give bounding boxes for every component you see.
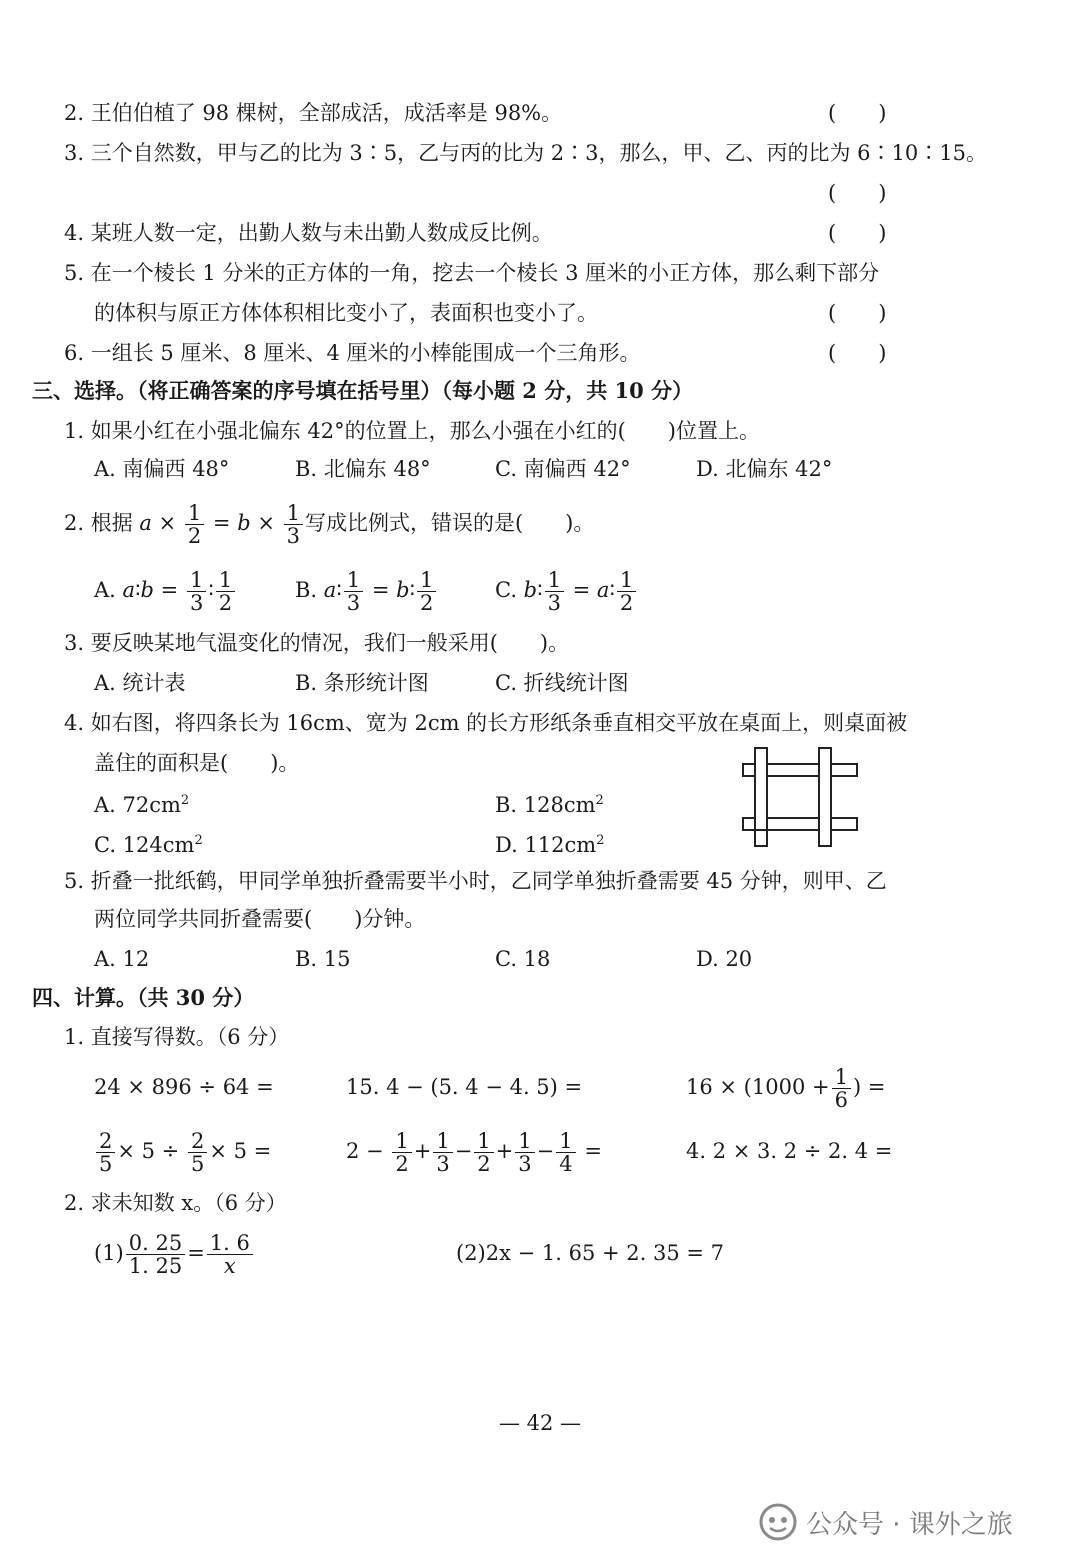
section-heading-calc: 四、计算。（共 30 分）	[32, 985, 255, 1010]
watermark	[758, 1502, 1013, 1542]
choice-q1-option-d[interactable]: D. 北偏东 42°	[696, 457, 833, 481]
answer-bracket[interactable]: ( )	[828, 181, 887, 205]
judge-item-5-line1: 5. 在一个棱长 1 分米的正方体的一角，挖去一个棱长 3 厘米的小正方体，那么剩下部分	[64, 261, 880, 285]
math-expression: a ×	[139, 511, 183, 535]
strip-left	[755, 748, 767, 846]
page-number: — 42 —	[498, 1411, 582, 1435]
choice-q4-stem-line1: 4. 如右图，将四条长为 16cm、宽为 2cm 的长方形纸条垂直相交平放在桌面上，则桌面被	[64, 711, 908, 735]
calc-expr-3: 16 × (1000 + $\frac{1}{6}$ ) =	[686, 1064, 886, 1112]
choice-q4-option-b[interactable]: B. $128cm^2$	[495, 793, 604, 817]
choice-q2-stem-prefix: 2. 根据	[64, 511, 133, 535]
answer-bracket[interactable]: ( )	[828, 341, 887, 365]
choice-q4-option-d[interactable]: D. $112cm^2$	[495, 833, 605, 857]
watermark-text: 公众号 · 课外之旅	[806, 1509, 1013, 1540]
choice-q5-stem-line2: 两位同学共同折叠需要( )分钟。	[94, 907, 426, 931]
choice-q2-stem: 2. 根据 a × $\frac{1}{2}$ = b × $\frac{1}{3}$ 写成比例式，错误的是( )。	[64, 500, 595, 548]
choice-q2-option-b[interactable]: B. a∶ $\frac{1}{3}$ = b∶ $\frac{1}{2}$	[295, 565, 438, 615]
answer-bracket[interactable]: ( )	[828, 101, 887, 125]
choice-q3-option-a[interactable]: A. 统计表	[94, 671, 186, 695]
choice-q1-option-b[interactable]: B. 北偏东 48°	[295, 457, 431, 481]
choice-q5-stem-line1: 5. 折叠一批纸鹤，甲同学单独折叠需要半小时，乙同学单独折叠需要 45 分钟，则甲、乙	[64, 869, 887, 893]
answer-bracket[interactable]: ( )	[828, 301, 887, 325]
equation-2: (2)2x − 1. 65 + 2. 35 = 7	[456, 1241, 725, 1265]
strip-right	[819, 748, 831, 846]
calc-q2-title: 2. 求未知数 x。（6 分）	[64, 1191, 287, 1215]
choice-q4-stem-line2: 盖住的面积是( )。	[94, 751, 300, 775]
choice-q4-option-a[interactable]: A. $72cm^2$	[94, 793, 190, 817]
choice-q1-option-a[interactable]: A. 南偏西 48°	[94, 457, 230, 481]
judge-item-4: 4. 某班人数一定，出勤人数与未出勤人数成反比例。	[64, 221, 553, 245]
section-heading-choice: 三、选择。（将正确答案的序号填在括号里）（每小题 2 分，共 10 分）	[32, 378, 694, 403]
choice-q3-option-b[interactable]: B. 条形统计图	[295, 671, 429, 695]
judge-item-5-line2: 的体积与原正方体体积相比变小了，表面积也变小了。	[94, 301, 598, 325]
choice-q5-option-c[interactable]: C. 18	[495, 947, 551, 971]
fraction: $\frac{1}{2}$	[185, 502, 204, 547]
choice-q2-option-a[interactable]: A. a∶b = $\frac{1}{3}$ ∶ $\frac{1}{2}$	[94, 565, 237, 615]
calc-expr-5: 2 − $\frac{1}{2}$ + $\frac{1}{3}$ − $\frac{1}{2}$ + $\frac{1}{3}$ − $\frac{1}{4}$ =	[346, 1128, 602, 1176]
calc-expr-4: $\frac{2}{5}$ × 5 ÷ $\frac{2}{5}$ × 5 =	[94, 1126, 271, 1176]
choice-q5-option-b[interactable]: B. 15	[295, 947, 351, 971]
judge-item-2: 2. 王伯伯植了 98 棵树，全部成活，成活率是 98%。	[64, 101, 563, 125]
choice-q3-option-c[interactable]: C. 折线统计图	[495, 671, 629, 695]
choice-q1-option-c[interactable]: C. 南偏西 42°	[495, 457, 631, 481]
choice-q2-stem-suffix: 写成比例式，错误的是( )。	[304, 511, 595, 535]
choice-q2-option-c[interactable]: C. b∶ $\frac{1}{3}$ = a∶ $\frac{1}{2}$	[495, 565, 638, 615]
calc-expr-6: 4. 2 × 3. 2 ÷ 2. 4 =	[686, 1139, 893, 1163]
choice-q5-option-d[interactable]: D. 20	[696, 947, 753, 971]
equation-1: (1) $\frac{0. 25}{1. 25}$ = $\frac{1. 6}{x}$	[94, 1228, 255, 1278]
choice-q1-stem: 1. 如果小红在小强北偏东 42°的位置上，那么小强在小红的( )位置上。	[64, 419, 760, 443]
choice-q3-stem: 3. 要反映某地气温变化的情况，我们一般采用( )。	[64, 631, 570, 655]
answer-bracket[interactable]: ( )	[828, 221, 887, 245]
choice-q5-option-a[interactable]: A. 12	[94, 947, 150, 971]
paper-strips-figure	[735, 740, 865, 850]
choice-q4-option-c[interactable]: C. $124cm^2$	[94, 833, 203, 857]
calc-q1-title: 1. 直接写得数。（6 分）	[64, 1025, 290, 1049]
wechat-official-account-icon	[758, 1502, 798, 1542]
fraction: $\frac{1}{3}$	[284, 502, 303, 547]
calc-expr-2: 15. 4 − (5. 4 − 4. 5) =	[346, 1075, 583, 1099]
judge-item-6: 6. 一组长 5 厘米、8 厘米、4 厘米的小棒能围成一个三角形。	[64, 341, 641, 365]
calc-expr-1: 24 × 896 ÷ 64 =	[94, 1075, 274, 1099]
judge-item-3: 3. 三个自然数，甲与乙的比为 3∶5，乙与丙的比为 2∶3，那么，甲、乙、丙的比为 6∶10∶15。	[64, 141, 987, 165]
